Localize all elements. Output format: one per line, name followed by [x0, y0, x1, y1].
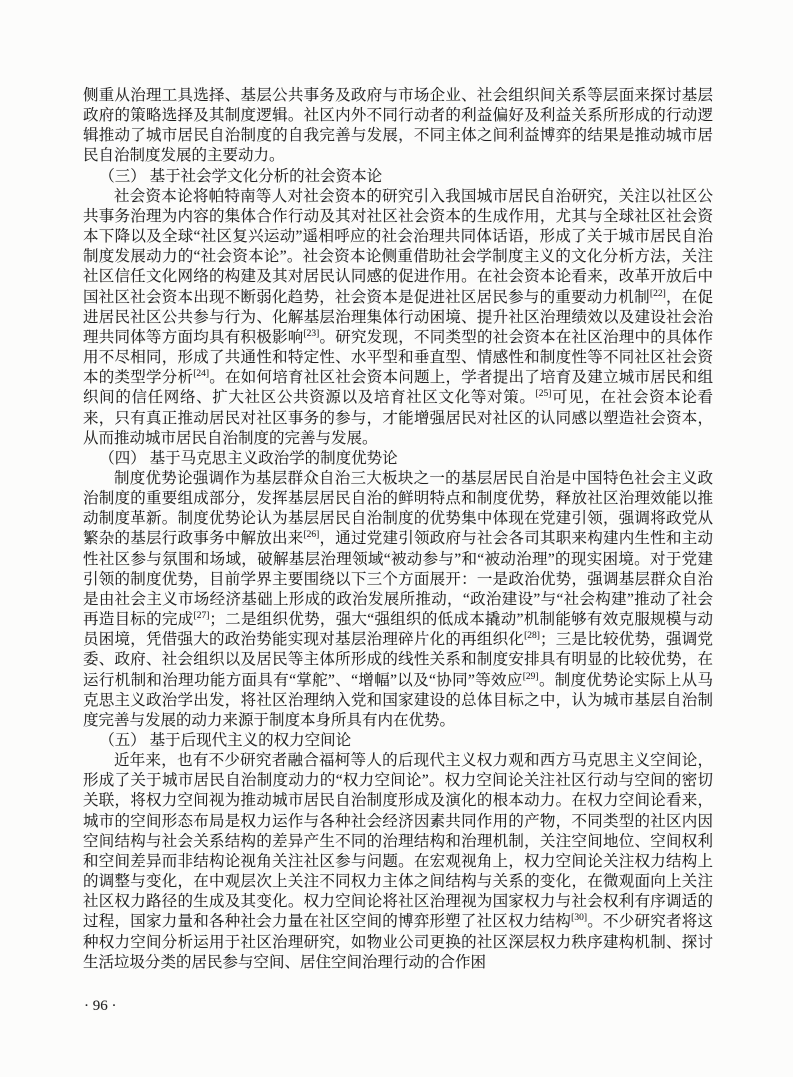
reference-superscript: [27] [193, 610, 210, 621]
section-heading: （四） 基于马克思主义政治学的制度优势论 [99, 449, 398, 467]
article-text [83, 86, 713, 973]
body-paragraph: 近年来，也有不少研究者融合福柯等人的后现代主义权力观和西方马克思主义空间论，形成了关于城市居民自治制度动力的“权力空间论”。权力空间论关注社区行动与空间的密切关联，将权力空间视为推动城市居民自治制度形成及演化的根本动力。在权力空间论看来，城市的空间形态布局是权力运作与各种社会经济因素共同作用的产物，不同类型的社区内因空间结构与社会关系结构的差异产生不同的治理结构和治理机制，关注空间地位、空间权利和空间差异而非结构论视角关注社区参与问题。在宏观视角上，权力空间论关注权力结构上的调整与变化，在中观层次上关注不同权力主体之间结构与关系的变化，在微观面向上关注社区权力路径的生成及其变化。权力空间论将社区治理视为国家权力与社会权利有序调适的过程，国家力量和各种社会力量在社区空间的博弈形塑了社区权力结构[30]。不少研究者将这种权力空间分析运用于社区治理研究，如物业公司更换的社区深层权力秩序建构机制、探讨生活垃圾分类的居民参与空间、居住空间治理行动的合作困 [83, 752, 713, 971]
body-paragraph: 制度优势论强调作为基层群众自治三大板块之一的基层居民自治是中国特色社会主义政治制度的重要组成部分，发挥基层居民自治的鲜明特点和制度优势，释放社区治理效能以推动制度革新。制度优势论认为基层居民自治制度的优势集中体现在党建引领，强调将政党从繁杂的基层行政事务中解放出来[26]，通过党建引领政府与社会各司其职来构建内生性和主动性社区参与氛围和场域，破解基层治理领域“被动参与”和“被动治理”的现实困境。对于党建引领的制度优势，目前学界主要围绕以下三个方面展开：一是政治优势，强调基层群众自治是由社会主义市场经济基础上形成的政治发展所推动，“政治建设”与“社会构建”推动了社会再造目标的完成[27]；二是组织优势，强大“强组织的低成本撬动”机制能够有效克服规模与动员困境，凭借强大的政治势能实现对基层治理碎片化的再组织化[28]；三是比较优势，强调党委、政府、社会组织以及居民等主体所形成的线性关系和制度安排具有明显的比较优势，在运行机制和治理功能方面具有“掌舵”、“增幅”以及“协同”等效应[29]。制度优势论实际上从马克思主义政治学出发，将社区治理纳入党和国家建设的总体目标之中，认为城市基层自治制度完善与发展的动力来源于制度本身所具有内在优势。 [83, 469, 713, 729]
body-paragraph: 社会资本论将帕特南等人对社会资本的研究引入我国城市居民自治研究，关注以社区公共事务治理为内容的集体合作行动及其对社区社会资本的生成作用，尤其与全球社区社会资本下降以及全球“社区复兴运动”遥相呼应的社会治理共同体话语，形成了关于城市居民自治制度发展动力的“社会资本论”。社会资本论侧重借助社会学制度主义的文化分析方法，关注社区信任文化网络的构建及其对居民认同感的促进作用。在社会资本论看来，改革开放后中国社区社会资本出现不断弱化趋势，社会资本是促进社区居民参与的重要动力机制[22]，在促进居民社区公共参与行为、化解基层治理集体行动困境、提升社区治理绩效以及建设社会治理共同体等方面均具有积极影响[23]。研究发现，不同类型的社会资本在社区治理中的具体作用不尽相同，形成了共通性和特定性、水平型和垂直型、情感性和制度性等不同社区社会资本的类型学分析[24]。在如何培育社区社会资本问题上，学者提出了培育及建立城市居民和组织间的信任网络、扩大社区公共资源以及培育社区文化等对策。[25]可见，在社会资本论看来，只有真正推动居民对社区事务的参与，才能增强居民对社区的认同感以塑造社会资本，从而推动城市居民自治制度的完善与发展。 [83, 187, 713, 447]
reference-superscript: [26] [303, 530, 320, 541]
reference-superscript: [23] [303, 328, 320, 339]
footer-page-number: · 96 · [84, 998, 117, 1014]
reference-superscript: [25] [535, 389, 552, 400]
reference-superscript: [24] [193, 369, 210, 380]
body-paragraph: 侧重从治理工具选择、基层公共事务及政府与市场企业、社会组织间关系等层面来探讨基层政府的策略选择及其制度逻辑。社区内外不同行动者的利益偏好及利益关系所形成的行动逻辑推动了城市居民自治制度的自我完善与发展，不同主体之间利益博弈的结果是推动城市居民自治制度发展的主要动力。 [83, 87, 713, 165]
reference-superscript: [28] [524, 631, 540, 642]
reference-superscript: [22] [649, 288, 666, 299]
reference-superscript: [30] [571, 913, 587, 924]
section-heading: （三） 基于社会学文化分析的社会资本论 [99, 167, 383, 185]
reference-superscript: [29] [522, 671, 539, 682]
section-heading: （五） 基于后现代主义的权力空间论 [99, 732, 352, 749]
